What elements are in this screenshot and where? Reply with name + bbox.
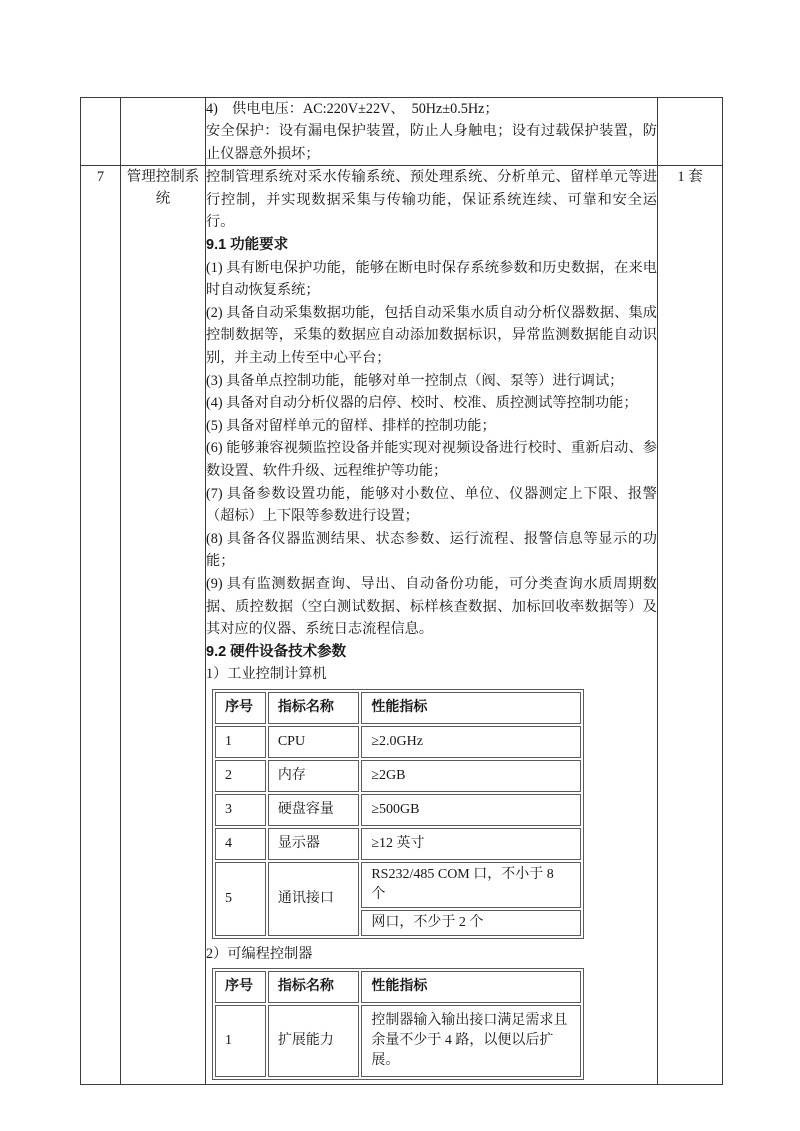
- spec-row-expansion: [215, 1005, 581, 1077]
- section-9-1-title: 9.1 功能要求: [206, 237, 289, 253]
- spec-header-row: [215, 692, 581, 724]
- prev-row-content-cell: [206, 98, 658, 166]
- performance-cell-com-port: RS232/485 COM 口，不小于 8 个: [361, 862, 581, 908]
- content-cell: [206, 166, 658, 1085]
- prev-row-number-cell: [81, 98, 121, 166]
- seq-cell: 2: [215, 760, 266, 792]
- spec-row-display: [215, 828, 581, 860]
- spec-row-memory: [215, 760, 581, 792]
- feature-item-4: (4) 具备对自动分析仪器的启停、校时、校准、质控测试等控制功能；: [206, 395, 638, 412]
- performance-cell: ≥2GB: [361, 760, 581, 792]
- seq-cell: 5: [215, 862, 266, 936]
- plc-spec-table: [212, 968, 584, 1080]
- feature-item-9: (9) 具有监测数据查询、导出、自动备份功能，可分类查询水质周期数据、质控数据（空白测试数据、标样核查数据、加标回收率数据等）及其对应的仪器、系统日志流程信息。: [206, 575, 657, 638]
- performance-header: 性能指标: [361, 971, 581, 1003]
- seq-header: 序号: [215, 971, 266, 1003]
- intro-paragraph: 控制管理系统对采水传输系统、预处理系统、分析单元、留样单元等进行控制，并实现数据采集与传输功能，保证系统连续、可靠和安全运行。: [206, 169, 657, 231]
- row-number: 7: [81, 166, 121, 1085]
- table-row-item-7: [81, 166, 723, 1085]
- performance-header: 性能指标: [361, 692, 581, 724]
- safety-protection-text: 安全保护：设有漏电保护装置，防止人身触电；设有过载保护装置，防止仪器意外损坏；: [206, 123, 657, 162]
- section-9-2-title: 9.2 硬件设备技术参数: [206, 643, 347, 660]
- feature-item-6: (6) 能够兼容视频监控设备并能实现对视频设备进行校时、重新启动、参数设置、软件升级、远程维护等功能；: [206, 440, 657, 479]
- feature-item-1: (1) 具有断电保护功能，能够在断电时保存系统参数和历史数据，在来电时自动恢复系统；: [206, 259, 657, 299]
- spec-header-row: [215, 971, 581, 1003]
- system-name: 管理控制系统: [121, 166, 206, 1085]
- table2-caption: 2）可编程控制器: [206, 945, 313, 962]
- prev-row-quantity-cell: [658, 98, 723, 166]
- prev-row-name-cell: [121, 98, 206, 166]
- feature-item-8: (8) 具备各仪器监测结果、状态参数、运行流程、报警信息等显示的功能；: [206, 530, 657, 570]
- feature-item-3: (3) 具备单点控制功能，能够对单一控制点（阀、泵等）进行调试；: [206, 372, 624, 389]
- feature-item-2: (2) 具备自动采集数据功能，包括自动采集水质自动分析仪器数据、集成控制数据等，采集的数据应自动添加数据标识，异常监测数据能自动识别，并主动上传至中心平台；: [206, 304, 657, 366]
- indicator-cell: 显示器: [268, 828, 360, 860]
- seq-cell: 4: [215, 828, 266, 860]
- table1-caption: 1）工业控制计算机: [206, 666, 327, 683]
- indicator-cell: 硬盘容量: [268, 794, 360, 826]
- seq-header: 序号: [215, 692, 266, 724]
- spec-row-comm-1: [215, 862, 581, 908]
- power-supply-text: 4) 供电电压：AC:220V±22V、 50Hz±0.5Hz；: [206, 101, 499, 117]
- spec-table: [80, 97, 723, 1085]
- table-row-previous-item: [81, 98, 723, 166]
- industrial-computer-spec-table: [212, 689, 584, 939]
- performance-cell: 控制器输入输出接口满足需求且余量不少于 4 路，以便以后扩展。: [361, 1005, 581, 1077]
- feature-item-7: (7) 具备参数设置功能，能够对小数位、单位、仪器测定上下限、报警（超标）上下限等参数进行设置；: [206, 485, 657, 525]
- indicator-cell: 扩展能力: [268, 1005, 360, 1077]
- indicator-name-header: 指标名称: [268, 971, 360, 1003]
- spec-row-disk: [215, 794, 581, 826]
- indicator-name-header: 指标名称: [268, 692, 360, 724]
- quantity: 1 套: [658, 166, 723, 1085]
- performance-cell: ≥2.0GHz: [361, 726, 581, 758]
- performance-cell: ≥12 英寸: [361, 828, 581, 860]
- feature-item-5: (5) 具备对留样单元的留样、排样的控制功能；: [206, 417, 496, 434]
- performance-cell-network-port: 网口，不少于 2 个: [361, 910, 581, 936]
- indicator-cell: CPU: [268, 726, 360, 758]
- performance-cell: ≥500GB: [361, 794, 581, 826]
- seq-cell: 1: [215, 1005, 266, 1077]
- seq-cell: 1: [215, 726, 266, 758]
- spec-row-cpu: [215, 726, 581, 758]
- indicator-cell: 通讯接口: [268, 862, 360, 936]
- indicator-cell: 内存: [268, 760, 360, 792]
- seq-cell: 3: [215, 794, 266, 826]
